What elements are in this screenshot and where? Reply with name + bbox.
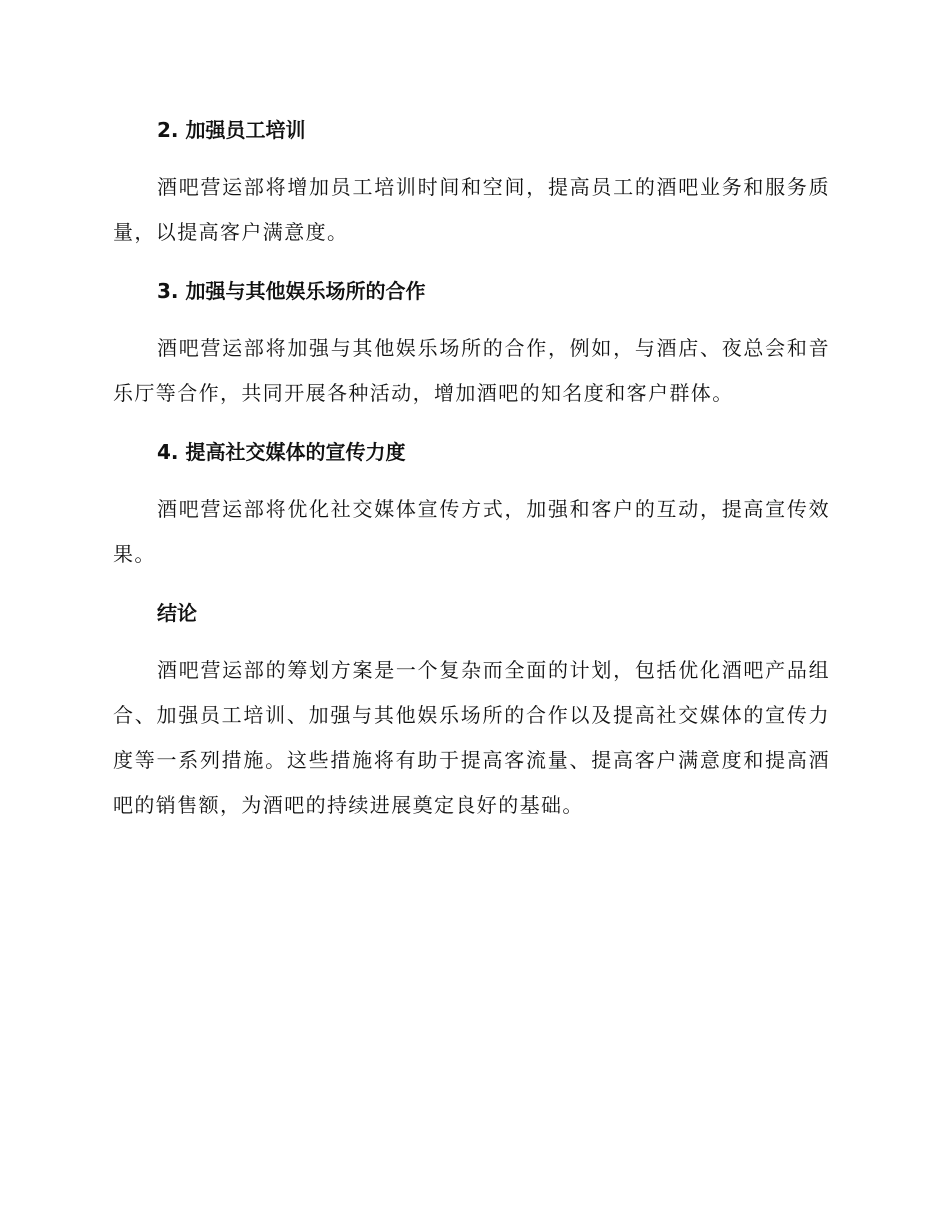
section-paragraph-staff-training: 酒吧营运部将增加员工培训时间和空间，提高员工的酒吧业务和服务质量，以提高客户满意度。 [113, 175, 830, 244]
section-paragraph-social-media: 酒吧营运部将优化社交媒体宣传方式，加强和客户的互动，提高宣传效果。 [113, 497, 830, 566]
section-heading-cooperation: 3. 加强与其他娱乐场所的合作 [157, 279, 426, 303]
section-heading-staff-training: 2. 加强员工培训 [157, 118, 306, 142]
document-body [113, 108, 830, 842]
section-paragraph-cooperation: 酒吧营运部将加强与其他娱乐场所的合作，例如，与酒店、夜总会和音乐厅等合作，共同开展各种活动，增加酒吧的知名度和客户群体。 [113, 336, 830, 405]
section-heading-conclusion: 结论 [157, 601, 197, 625]
section-paragraph-conclusion: 酒吧营运部的筹划方案是一个复杂而全面的计划，包括优化酒吧产品组合、加强员工培训、加强与其他娱乐场所的合作以及提高社交媒体的宣传力度等一系列措施。这些措施将有助于提高客流量、提高客户满意度和提高酒吧的销售额，为酒吧的持续进展奠定良好的基础。 [113, 658, 830, 817]
section-heading-social-media: 4. 提高社交媒体的宣传力度 [157, 440, 406, 464]
